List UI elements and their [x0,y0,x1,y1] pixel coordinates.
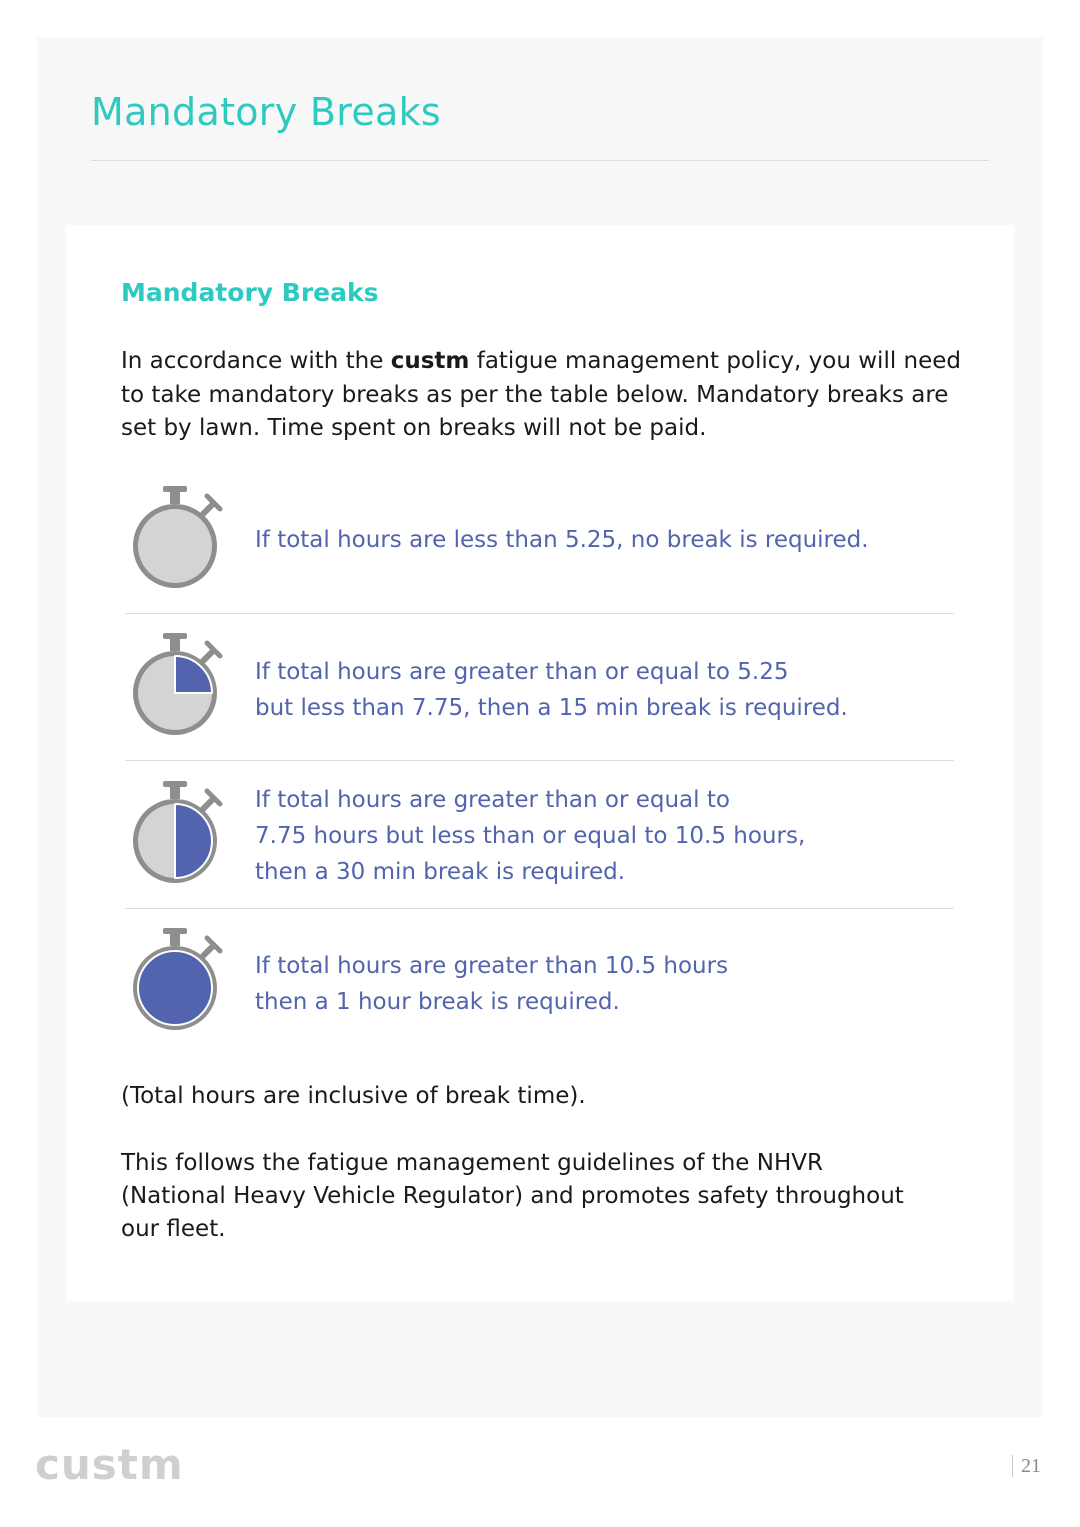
title-divider [91,160,989,161]
row-divider-1 [125,613,954,614]
stopwatch-stem [170,785,180,799]
row-divider-3 [125,908,954,909]
rule-text-2 [255,654,848,726]
rule-2-line-2: but less than 7.75, then a 15 min break is required. [255,695,848,721]
rule-1-line-1: If total hours are less than 5.25, no break is required. [255,527,869,553]
closing-paragraph: This follows the fatigue management guidelines of the NHVR (National Heavy Vehicle Regulator) and promotes safety throughout our fleet. [121,1150,904,1242]
page-number: 21 [1012,1455,1041,1477]
break-rule-3 [125,779,954,891]
stopwatch-stem [170,637,180,651]
stopwatch-empty-icon [125,484,225,596]
stopwatch-stem [170,490,180,504]
rule-text-3 [255,782,805,890]
rule-4-line-2: then a 1 hour break is required. [255,989,620,1015]
intro-text-after: fatigue management policy, you will need to take mandatory breaks as per the table below. Mandatory breaks are set by lawn. Time spent on breaks will not be paid. [121,348,962,441]
stopwatch-lever [203,504,213,514]
stopwatch-face [138,509,212,583]
inclusive-note: (Total hours are inclusive of break time). [121,1083,586,1109]
intro-paragraph [121,345,971,446]
stopwatch-lever [203,651,213,661]
intro-brand-name: custm [390,348,470,374]
stopwatch-lever [203,799,213,809]
custm-logo: custm [35,1440,184,1489]
card-heading: Mandatory Breaks [121,278,379,307]
stopwatch-stem [170,932,180,946]
stopwatch-lever [203,946,213,956]
rule-4-line-1: If total hours are greater than 10.5 hours [255,953,729,979]
page-title: Mandatory Breaks [91,90,442,134]
intro-text-before: In accordance with the [121,348,391,374]
stopwatch-half-icon [125,779,225,891]
break-rule-4 [125,926,954,1038]
stopwatch-quarter-icon [125,631,225,743]
row-divider-2 [125,760,954,761]
rule-text-4 [255,948,728,1020]
break-rule-1 [125,484,954,596]
rule-text-1 [255,522,869,558]
rule-2-line-1: If total hours are greater than or equal to 5.25 [255,659,789,685]
rule-3-line-2: 7.75 hours but less than or equal to 10.5 hours, [255,823,806,849]
rule-3-line-1: If total hours are greater than or equal to [255,787,730,813]
stopwatch-full-icon [125,926,225,1038]
break-rule-2 [125,631,954,743]
stopwatch-fill [138,951,212,1025]
rule-3-line-3: then a 30 min break is required. [255,859,626,885]
